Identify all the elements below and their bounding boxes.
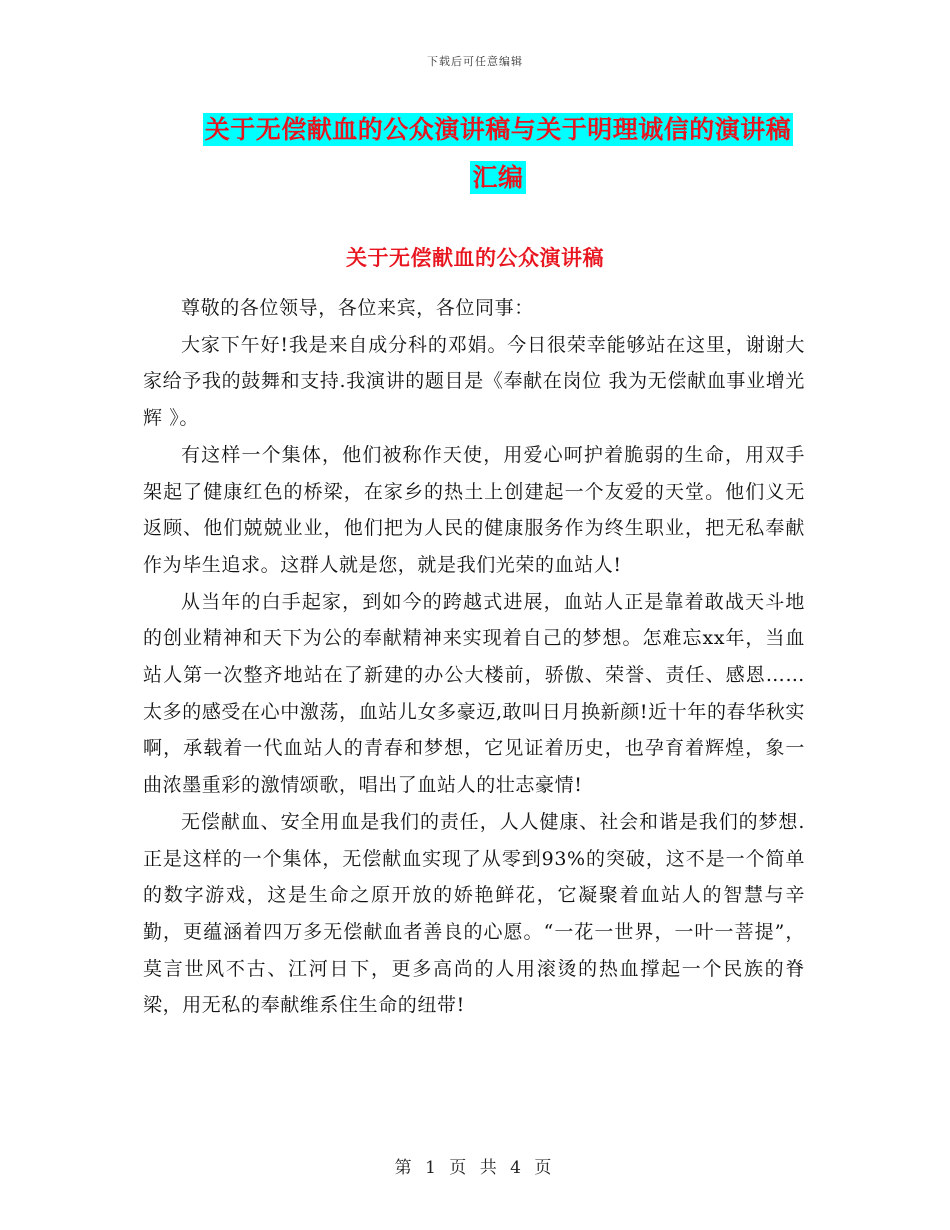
header-note: 下载后可任意编辑: [427, 55, 523, 68]
body-paragraph: 有这样一个集体，他们被称作天使，用爱心呵护着脆弱的生命，用双手架起了健康红色的桥梁，在家乡的热土上创建起一个友爱的天堂。他们义无返顾、他们兢兢业业，他们把为人民的健康服务作为终生职业，把无私奉献作为毕生追求。这群人就是您，就是我们光荣的血站人!: [143, 443, 805, 576]
body-paragraph: 从当年的白手起家，到如今的跨越式进展，血站人正是靠着敢战天斗地的创业精神和天下为公的奉献精神来实现着自己的梦想。怎难忘xx年，当血站人第一次整齐地站在了新建的办公大楼前，骄傲、荣誉、责任、感恩……太多的感受在心中激荡，血站儿女多豪迈,敢叫日月换新颜!近十年的春华秋实啊，承载着一代血站人的青春和梦想，它见证着历史，也孕育着辉煌，象一曲浓墨重彩的激情颂歌，唱出了血站人的壮志豪情!: [143, 590, 805, 797]
document-title-line-2: 汇编: [472, 163, 524, 192]
body-paragraph: 无偿献血、安全用血是我们的责任，人人健康、社会和谐是我们的梦想.正是这样的一个集体，无偿献血实现了从零到93%的突破，这不是一个简单的数字游戏，这是生命之原开放的娇艳鲜花，它凝聚着血站人的智慧与辛勤，更蕴涵着四万多无偿献血者善良的心愿。“一花一世界，一叶一菩提”，莫言世风不古、江河日下，更多高尚的人用滚烫的热血撑起一个民族的脊梁，用无私的奉献维系住生命的纽带!: [143, 810, 805, 1017]
body-paragraph: 大家下午好!我是来自成分科的邓娟。今日很荣幸能够站在这里，谢谢大家给予我的鼓舞和支持.我演讲的题目是《奉献在岗位 我为无偿献血事业增光辉 》。: [143, 333, 805, 430]
document-title-line-1: 关于无偿献血的公众演讲稿与关于明理诚信的演讲稿: [204, 115, 792, 144]
document-body: [143, 290, 805, 1024]
page-number-footer: 第 1 页 共 4 页: [394, 1158, 556, 1178]
section-title: 关于无偿献血的公众演讲稿: [346, 245, 604, 270]
body-paragraph: 尊敬的各位领导，各位来宾，各位同事：: [181, 297, 534, 319]
document-title: [192, 106, 804, 202]
